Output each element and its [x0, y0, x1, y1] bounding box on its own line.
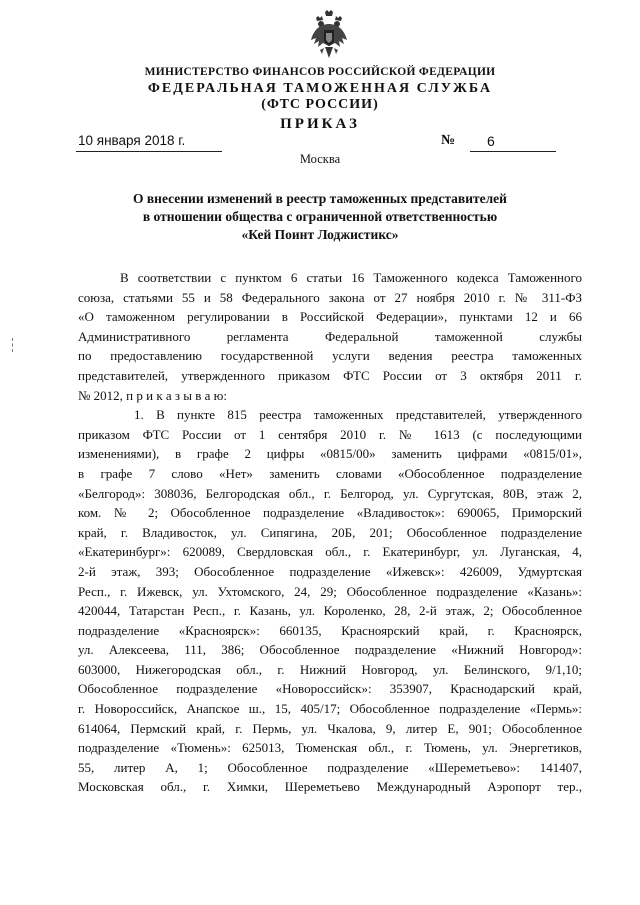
number-sign: № — [441, 133, 456, 148]
body-line: Московская обл., г. Химки, Шереметьево Международный Аэропорт тер., — [78, 779, 582, 795]
body-line: ком. № 2; Обособленное подразделение «Владивосток»: 690065, Приморский — [78, 505, 582, 521]
subject-line: О внесении изменений в реестр таможенных представителей — [133, 191, 507, 206]
body-line: 420044, Татарстан Респ., г. Казань, ул. Короленко, 28, 2-й этаж, 2; Обособленное — [78, 603, 582, 619]
body-line: союза, статьями 55 и 58 Федерального закона от 27 ноября 2010 г. № 311-ФЗ — [78, 289, 582, 305]
order-subject — [0, 190, 640, 244]
body-line: край, г. Владивосток, ул. Сипягина, 20Б, 201; Обособленное подразделение — [78, 524, 582, 540]
order-body — [78, 268, 582, 797]
body-line: по предоставлению государственной услуги ведения реестра таможенных — [78, 348, 582, 364]
body-line: В соответствии с пунктом 6 статьи 16 Таможенного кодекса Таможенного — [120, 270, 582, 285]
ministry-name: МИНИСТЕРСТВО ФИНАНСОВ РОССИЙСКОЙ ФЕДЕРАЦИИ — [144, 66, 496, 78]
body-line: «О таможенном регулировании в Российской Федерации», пунктами 12 и 66 — [78, 309, 582, 325]
body-line: 55, литер А, 1; Обособленное подразделение «Шереметьево»: 141407, — [78, 759, 582, 775]
coat-of-arms-icon — [310, 10, 348, 60]
subject-line: «Кей Поинт Лоджистикс» — [241, 227, 399, 242]
body-line: подразделение «Тюмень»: 625013, Тюменская обл., г. Тюмень, ул. Энергетиков, — [78, 740, 582, 756]
body-line: представителей, утвержденного приказом ФТС России от 3 октября 2011 г. — [78, 367, 582, 383]
body-line: 603000, Нижегородская обл., г. Нижний Новгород, ул. Белинского, 9/1,10; — [78, 661, 582, 677]
city: Москва — [299, 152, 341, 166]
margin-mark — [12, 338, 14, 352]
order-date: 10 января 2018 г. — [78, 133, 186, 148]
document-type: ПРИКАЗ — [280, 116, 360, 132]
body-line: подразделение «Красноярск»: 660135, Красноярский край, г. Красноярск, — [78, 622, 582, 638]
body-line: № 2012, п р и к а з ы в а ю: — [78, 387, 228, 403]
body-line: г. Новороссийск, Анапское ш., 15, 405/17; Обособленное подразделение «Пермь»: — [78, 701, 582, 717]
body-line: Респ., г. Ижевск, ул. Ухтомского, 24, 29; Обособленное подразделение «Казань»: — [78, 583, 582, 599]
body-line: Административного регламента Федеральной таможенной службы — [78, 328, 582, 344]
order-number: 6 — [487, 133, 495, 149]
service-name: ФЕДЕРАЛЬНАЯ ТАМОЖЕННАЯ СЛУЖБА — [147, 81, 493, 96]
body-line: 2-й этаж, 393; Обособленное подразделение «Ижевск»: 426009, Удмуртская — [78, 563, 582, 579]
body-line: «Белгород»: 308036, Белгородская обл., г. Белгород, ул. Сургутская, 80В, этаж 2, — [78, 485, 582, 501]
body-line: 1. В пункте 815 реестра таможенных представителей, утвержденного — [134, 407, 582, 423]
body-line: Обособленное подразделение «Новороссийск»: 353907, Краснодарский край, — [78, 681, 582, 697]
service-short-name: (ФТС РОССИИ) — [261, 97, 379, 112]
body-line: изменениями), в графе 2 цифры «0815/00» заменить цифрами «0815/01», — [78, 446, 582, 462]
body-line: 614064, Пермский край, г. Пермь, ул. Чкалова, 9, литер Е, 901; Обособленное — [78, 720, 582, 736]
body-line: ул. Алексеева, 111, 386; Обособленное подразделение «Нижний Новгород»: — [78, 642, 582, 658]
body-line: приказом ФТС России от 1 сентября 2010 г. № 1613 (с последующими — [78, 426, 582, 442]
body-line: «Екатеринбург»: 620089, Свердловская обл., г. Екатеринбург, ул. Луганская, 4, — [78, 544, 582, 560]
body-line: в графе 7 слово «Нет» заменить словами «Обособленное подразделение — [78, 465, 582, 481]
subject-line: в отношении общества с ограниченной ответственностью — [142, 209, 498, 224]
